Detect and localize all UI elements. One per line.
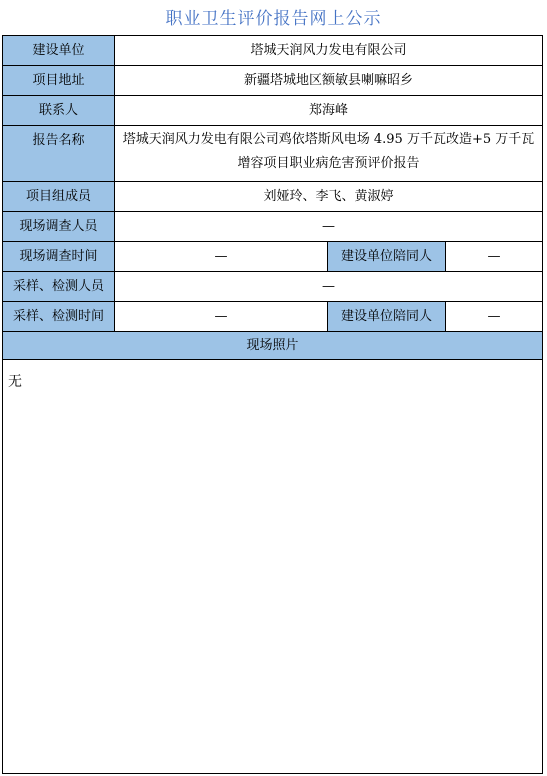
row-label-report-name: 报告名称 bbox=[3, 126, 115, 181]
row-label-accompany-1: 建设单位陪同人 bbox=[327, 242, 446, 271]
row-value-survey-time: — bbox=[214, 248, 228, 264]
row-value-team-members: 刘娅玲、李飞、黄淑婷 bbox=[263, 188, 394, 204]
photos-header: 现场照片 bbox=[246, 337, 299, 353]
row-label-team-members: 项目组成员 bbox=[3, 182, 115, 211]
page-title: 职业卫生评价报告网上公示 bbox=[165, 9, 382, 29]
row-label-survey-time: 现场调查时间 bbox=[3, 242, 115, 271]
row-label-sampling-staff: 采样、检测人员 bbox=[3, 272, 115, 301]
table-row bbox=[3, 36, 542, 66]
row-value-project-address: 新疆塔城地区额敏县喇嘛昭乡 bbox=[243, 72, 413, 88]
row-value-report-name: 塔城天润风力发电有限公司鸡依塔斯风电场 4.95 万千瓦改造+5 万千瓦增容项目职业病危害预评价报告 bbox=[122, 132, 535, 171]
row-label-construction-unit: 建设单位 bbox=[3, 36, 115, 65]
disclosure-table bbox=[2, 35, 543, 774]
row-label-sampling-time: 采样、检测时间 bbox=[3, 302, 115, 331]
row-value-sampling-time: — bbox=[214, 308, 228, 324]
photos-header-row bbox=[3, 332, 542, 360]
row-label-survey-staff: 现场调查人员 bbox=[3, 212, 115, 241]
table-row bbox=[3, 212, 542, 242]
row-label-contact: 联系人 bbox=[3, 96, 115, 125]
row-label-accompany-2: 建设单位陪同人 bbox=[327, 302, 446, 331]
row-value-contact: 郑海峰 bbox=[308, 102, 348, 118]
table-row bbox=[3, 242, 542, 272]
table-row bbox=[3, 182, 542, 212]
table-row bbox=[3, 126, 542, 182]
row-value-sampling-staff: — bbox=[322, 278, 335, 294]
photos-content: 无 bbox=[8, 374, 22, 390]
row-value-survey-staff: — bbox=[322, 218, 335, 234]
table-row bbox=[3, 302, 542, 332]
row-value-construction-unit: 塔城天润风力发电有限公司 bbox=[250, 42, 407, 58]
table-row bbox=[3, 96, 542, 126]
row-value-accompany-1: — bbox=[487, 248, 501, 264]
table-row bbox=[3, 272, 542, 302]
photos-area bbox=[3, 360, 542, 772]
row-value-accompany-2: — bbox=[487, 308, 501, 324]
row-label-project-address: 项目地址 bbox=[3, 66, 115, 95]
table-row bbox=[3, 66, 542, 96]
